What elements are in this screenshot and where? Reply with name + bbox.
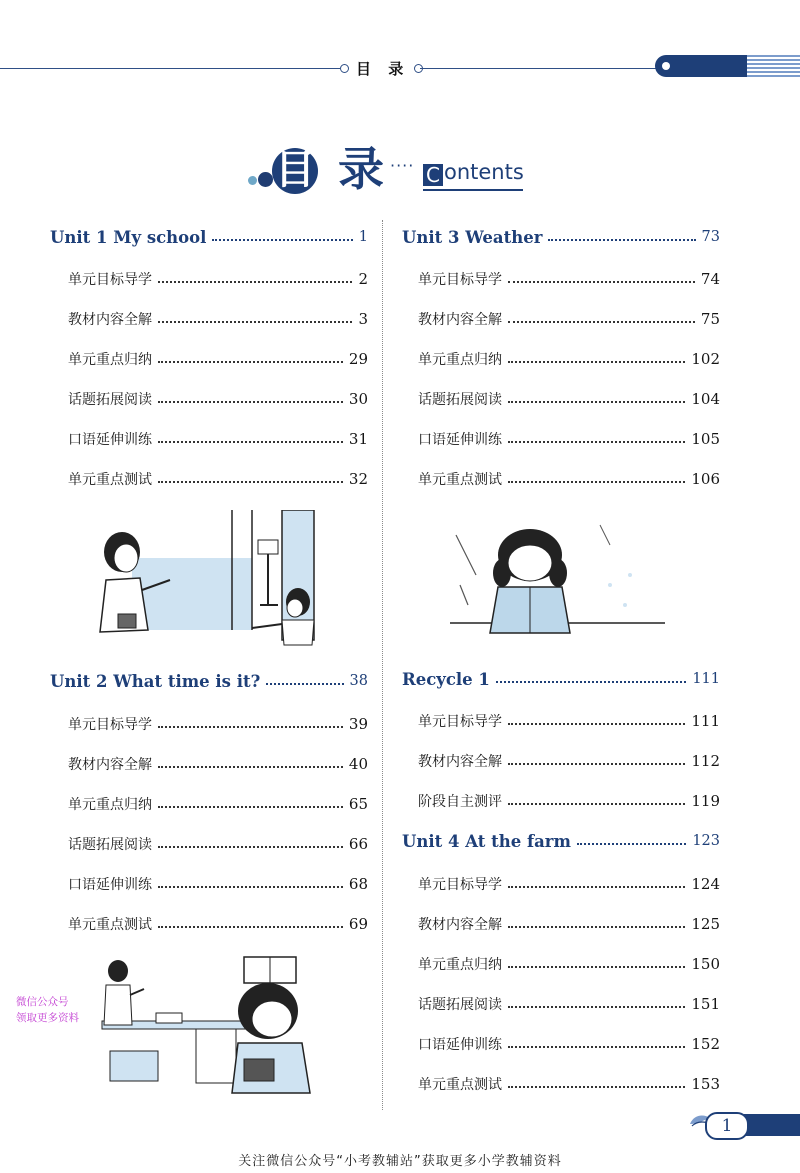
toc-page-number: 75 — [700, 310, 720, 328]
toc-sub-row[interactable] — [68, 872, 368, 896]
page-number: 1 — [721, 1116, 733, 1136]
page-heading — [230, 142, 550, 198]
toc-leader-dots — [508, 481, 685, 483]
toc-sub-row[interactable] — [418, 387, 720, 411]
toc-entry-label: 单元重点归纳 — [418, 352, 502, 368]
heading-ball-small — [248, 176, 257, 185]
header-rule-left — [0, 68, 340, 69]
toc-page-number: 66 — [348, 835, 368, 853]
watermark-badge — [16, 994, 94, 1026]
toc-sub-row[interactable] — [418, 467, 720, 491]
toc-page-number: 112 — [691, 752, 720, 770]
toc-entry-label: Unit 2 What time is it? — [50, 671, 261, 691]
toc-sub-row[interactable] — [418, 709, 720, 733]
toc-entry-label: Unit 4 At the farm — [402, 831, 571, 851]
toc-sub-row[interactable] — [418, 912, 720, 936]
toc-leader-dots — [496, 681, 686, 683]
header-title: 目 录 — [356, 60, 410, 78]
toc-sub-row[interactable] — [418, 952, 720, 976]
toc-page-number: 32 — [348, 470, 368, 488]
toc-page-number: 105 — [691, 430, 720, 448]
toc-sub-row[interactable] — [418, 1072, 720, 1096]
toc-leader-dots — [577, 843, 686, 845]
toc-leader-dots — [158, 481, 343, 483]
toc-sub-row[interactable] — [68, 712, 368, 736]
heading-lu-char: 录 — [338, 142, 384, 196]
toc-page-number: 38 — [349, 673, 368, 689]
toc-entry-label: 教材内容全解 — [418, 754, 502, 770]
toc-entry-label: 教材内容全解 — [418, 312, 502, 328]
toc-leader-dots — [158, 321, 352, 323]
toc-entry-label: 单元重点归纳 — [68, 352, 152, 368]
toc-entry-label: 话题拓展阅读 — [418, 997, 502, 1013]
toc-leader-dots — [158, 846, 343, 848]
toc-sub-row[interactable] — [418, 427, 720, 451]
toc-sub-row[interactable] — [418, 749, 720, 773]
toc-entry-label: 单元重点测试 — [418, 472, 502, 488]
illustration-girl-raincoat — [450, 515, 670, 645]
toc-leader-dots — [508, 1046, 685, 1048]
toc-page-number: 31 — [348, 430, 368, 448]
toc-entry-label: 教材内容全解 — [418, 917, 502, 933]
toc-page-number: 111 — [691, 712, 720, 730]
header-rule-dot-left — [340, 64, 349, 73]
toc-entry-label: 口语延伸训练 — [68, 432, 152, 448]
toc-sub-row[interactable] — [68, 912, 368, 936]
toc-leader-dots — [508, 723, 685, 725]
toc-entry-label: 阶段自主测评 — [418, 794, 502, 810]
toc-page-number: 69 — [348, 915, 368, 933]
toc-page-number: 2 — [358, 270, 368, 288]
toc-entry-label: 单元重点归纳 — [68, 797, 152, 813]
toc-page-number: 124 — [691, 875, 720, 893]
toc-leader-dots — [158, 806, 343, 808]
toc-page-number: 123 — [692, 833, 720, 849]
toc-sub-row[interactable] — [418, 992, 720, 1016]
toc-leader-dots — [508, 401, 685, 403]
toc-leader-dots — [508, 1006, 685, 1008]
watermark-line: 微信公众号 — [16, 996, 69, 1008]
header-accent-dot — [662, 62, 670, 70]
toc-page-number: 152 — [691, 1035, 720, 1053]
toc-entry-label: 话题拓展阅读 — [418, 392, 502, 408]
header-stripes — [747, 55, 800, 77]
toc-entry-label: 话题拓展阅读 — [68, 837, 152, 853]
toc-page-number: 125 — [691, 915, 720, 933]
toc-leader-dots — [508, 281, 695, 283]
toc-leader-dots — [158, 361, 343, 363]
toc-leader-dots — [508, 966, 685, 968]
toc-entry-label: 单元重点测试 — [68, 472, 152, 488]
toc-leader-dots — [266, 683, 343, 685]
toc-entry-label: 单元重点测试 — [418, 1077, 502, 1093]
toc-page-number: 119 — [691, 792, 720, 810]
toc-entry-label: 单元目标导学 — [418, 272, 502, 288]
toc-entry-label: 教材内容全解 — [68, 757, 152, 773]
toc-unit-row[interactable] — [50, 225, 368, 249]
toc-page-number: 74 — [700, 270, 720, 288]
column-divider — [382, 220, 383, 1110]
toc-sub-row[interactable] — [418, 307, 720, 331]
toc-page-number: 102 — [691, 350, 720, 368]
toc-page-number: 73 — [701, 229, 720, 245]
toc-page-number: 153 — [691, 1075, 720, 1093]
toc-entry-label: Unit 3 Weather — [402, 227, 543, 247]
toc-entry-label: 话题拓展阅读 — [68, 392, 152, 408]
toc-leader-dots — [508, 441, 685, 443]
toc-page-number: 68 — [348, 875, 368, 893]
toc-page-number: 1 — [358, 229, 368, 245]
toc-sub-row[interactable] — [418, 347, 720, 371]
footer-accent-bar — [744, 1114, 800, 1136]
toc-entry-label: 教材内容全解 — [68, 312, 152, 328]
toc-sub-row[interactable] — [418, 1032, 720, 1056]
toc-sub-row[interactable] — [68, 467, 368, 491]
toc-leader-dots — [508, 803, 685, 805]
illustration-kitchen — [96, 955, 328, 1095]
toc-leader-dots — [158, 766, 343, 768]
toc-page-number: 30 — [348, 390, 368, 408]
toc-leader-dots — [508, 321, 695, 323]
toc-entry-label: Unit 1 My school — [50, 227, 207, 247]
toc-entry-label: 单元重点归纳 — [418, 957, 502, 973]
toc-page-number: 3 — [358, 310, 368, 328]
toc-unit-row[interactable] — [402, 667, 720, 691]
toc-page-number: 111 — [692, 671, 720, 687]
toc-leader-dots — [158, 441, 343, 443]
footer-note: 关注微信公众号“小考教辅站”获取更多小学教辅资料 — [238, 1154, 562, 1169]
toc-entry-label: 单元重点测试 — [68, 917, 152, 933]
toc-page-number: 29 — [348, 350, 368, 368]
toc-page-number: 106 — [691, 470, 720, 488]
toc-sub-row[interactable] — [68, 267, 368, 291]
toc-entry-label: Recycle 1 — [402, 669, 490, 689]
toc-unit-row[interactable] — [402, 829, 720, 853]
toc-entry-label: 口语延伸训练 — [418, 1037, 502, 1053]
toc-leader-dots — [508, 1086, 685, 1088]
toc-leader-dots — [158, 926, 343, 928]
heading-mu-char: 目 — [275, 147, 315, 193]
toc-leader-dots — [158, 726, 343, 728]
toc-leader-dots — [158, 281, 352, 283]
toc-entry-label: 口语延伸训练 — [418, 432, 502, 448]
toc-sub-row[interactable] — [68, 387, 368, 411]
toc-sub-row[interactable] — [418, 872, 720, 896]
toc-entry-label: 单元目标导学 — [418, 714, 502, 730]
heading-dots: ···· — [390, 156, 415, 175]
toc-leader-dots — [158, 401, 343, 403]
illustration-classroom-door — [92, 510, 332, 650]
toc-leader-dots — [508, 763, 685, 765]
toc-sub-row[interactable] — [418, 789, 720, 813]
toc-leader-dots — [508, 926, 685, 928]
toc-entry-label: 口语延伸训练 — [68, 877, 152, 893]
toc-sub-row[interactable] — [68, 832, 368, 856]
heading-contents-initial: C — [423, 164, 443, 186]
toc-sub-row[interactable] — [418, 267, 720, 291]
toc-page-number: 151 — [691, 995, 720, 1013]
toc-sub-row[interactable] — [68, 752, 368, 776]
toc-sub-row[interactable] — [68, 307, 368, 331]
toc-leader-dots — [508, 886, 685, 888]
toc-sub-row[interactable] — [68, 347, 368, 371]
toc-leader-dots — [158, 886, 343, 888]
toc-sub-row[interactable] — [68, 427, 368, 451]
toc-page-number: 39 — [348, 715, 368, 733]
header-rule-right — [420, 68, 660, 69]
toc-leader-dots — [548, 239, 695, 241]
toc-page-number: 150 — [691, 955, 720, 973]
toc-entry-label: 单元目标导学 — [418, 877, 502, 893]
watermark-line: 领取更多资料 — [16, 1012, 79, 1024]
toc-page-number: 104 — [691, 390, 720, 408]
toc-leader-dots — [212, 239, 352, 241]
heading-contents-rest: ontents — [444, 160, 524, 184]
toc-unit-row[interactable] — [402, 225, 720, 249]
toc-sub-row[interactable] — [68, 792, 368, 816]
toc-page-number: 65 — [348, 795, 368, 813]
toc-page-number: 40 — [348, 755, 368, 773]
toc-leader-dots — [508, 361, 685, 363]
toc-entry-label: 单元目标导学 — [68, 717, 152, 733]
heading-ball-medium — [258, 172, 273, 187]
toc-entry-label: 单元目标导学 — [68, 272, 152, 288]
toc-unit-row[interactable] — [50, 669, 368, 693]
heading-underline — [423, 189, 523, 191]
